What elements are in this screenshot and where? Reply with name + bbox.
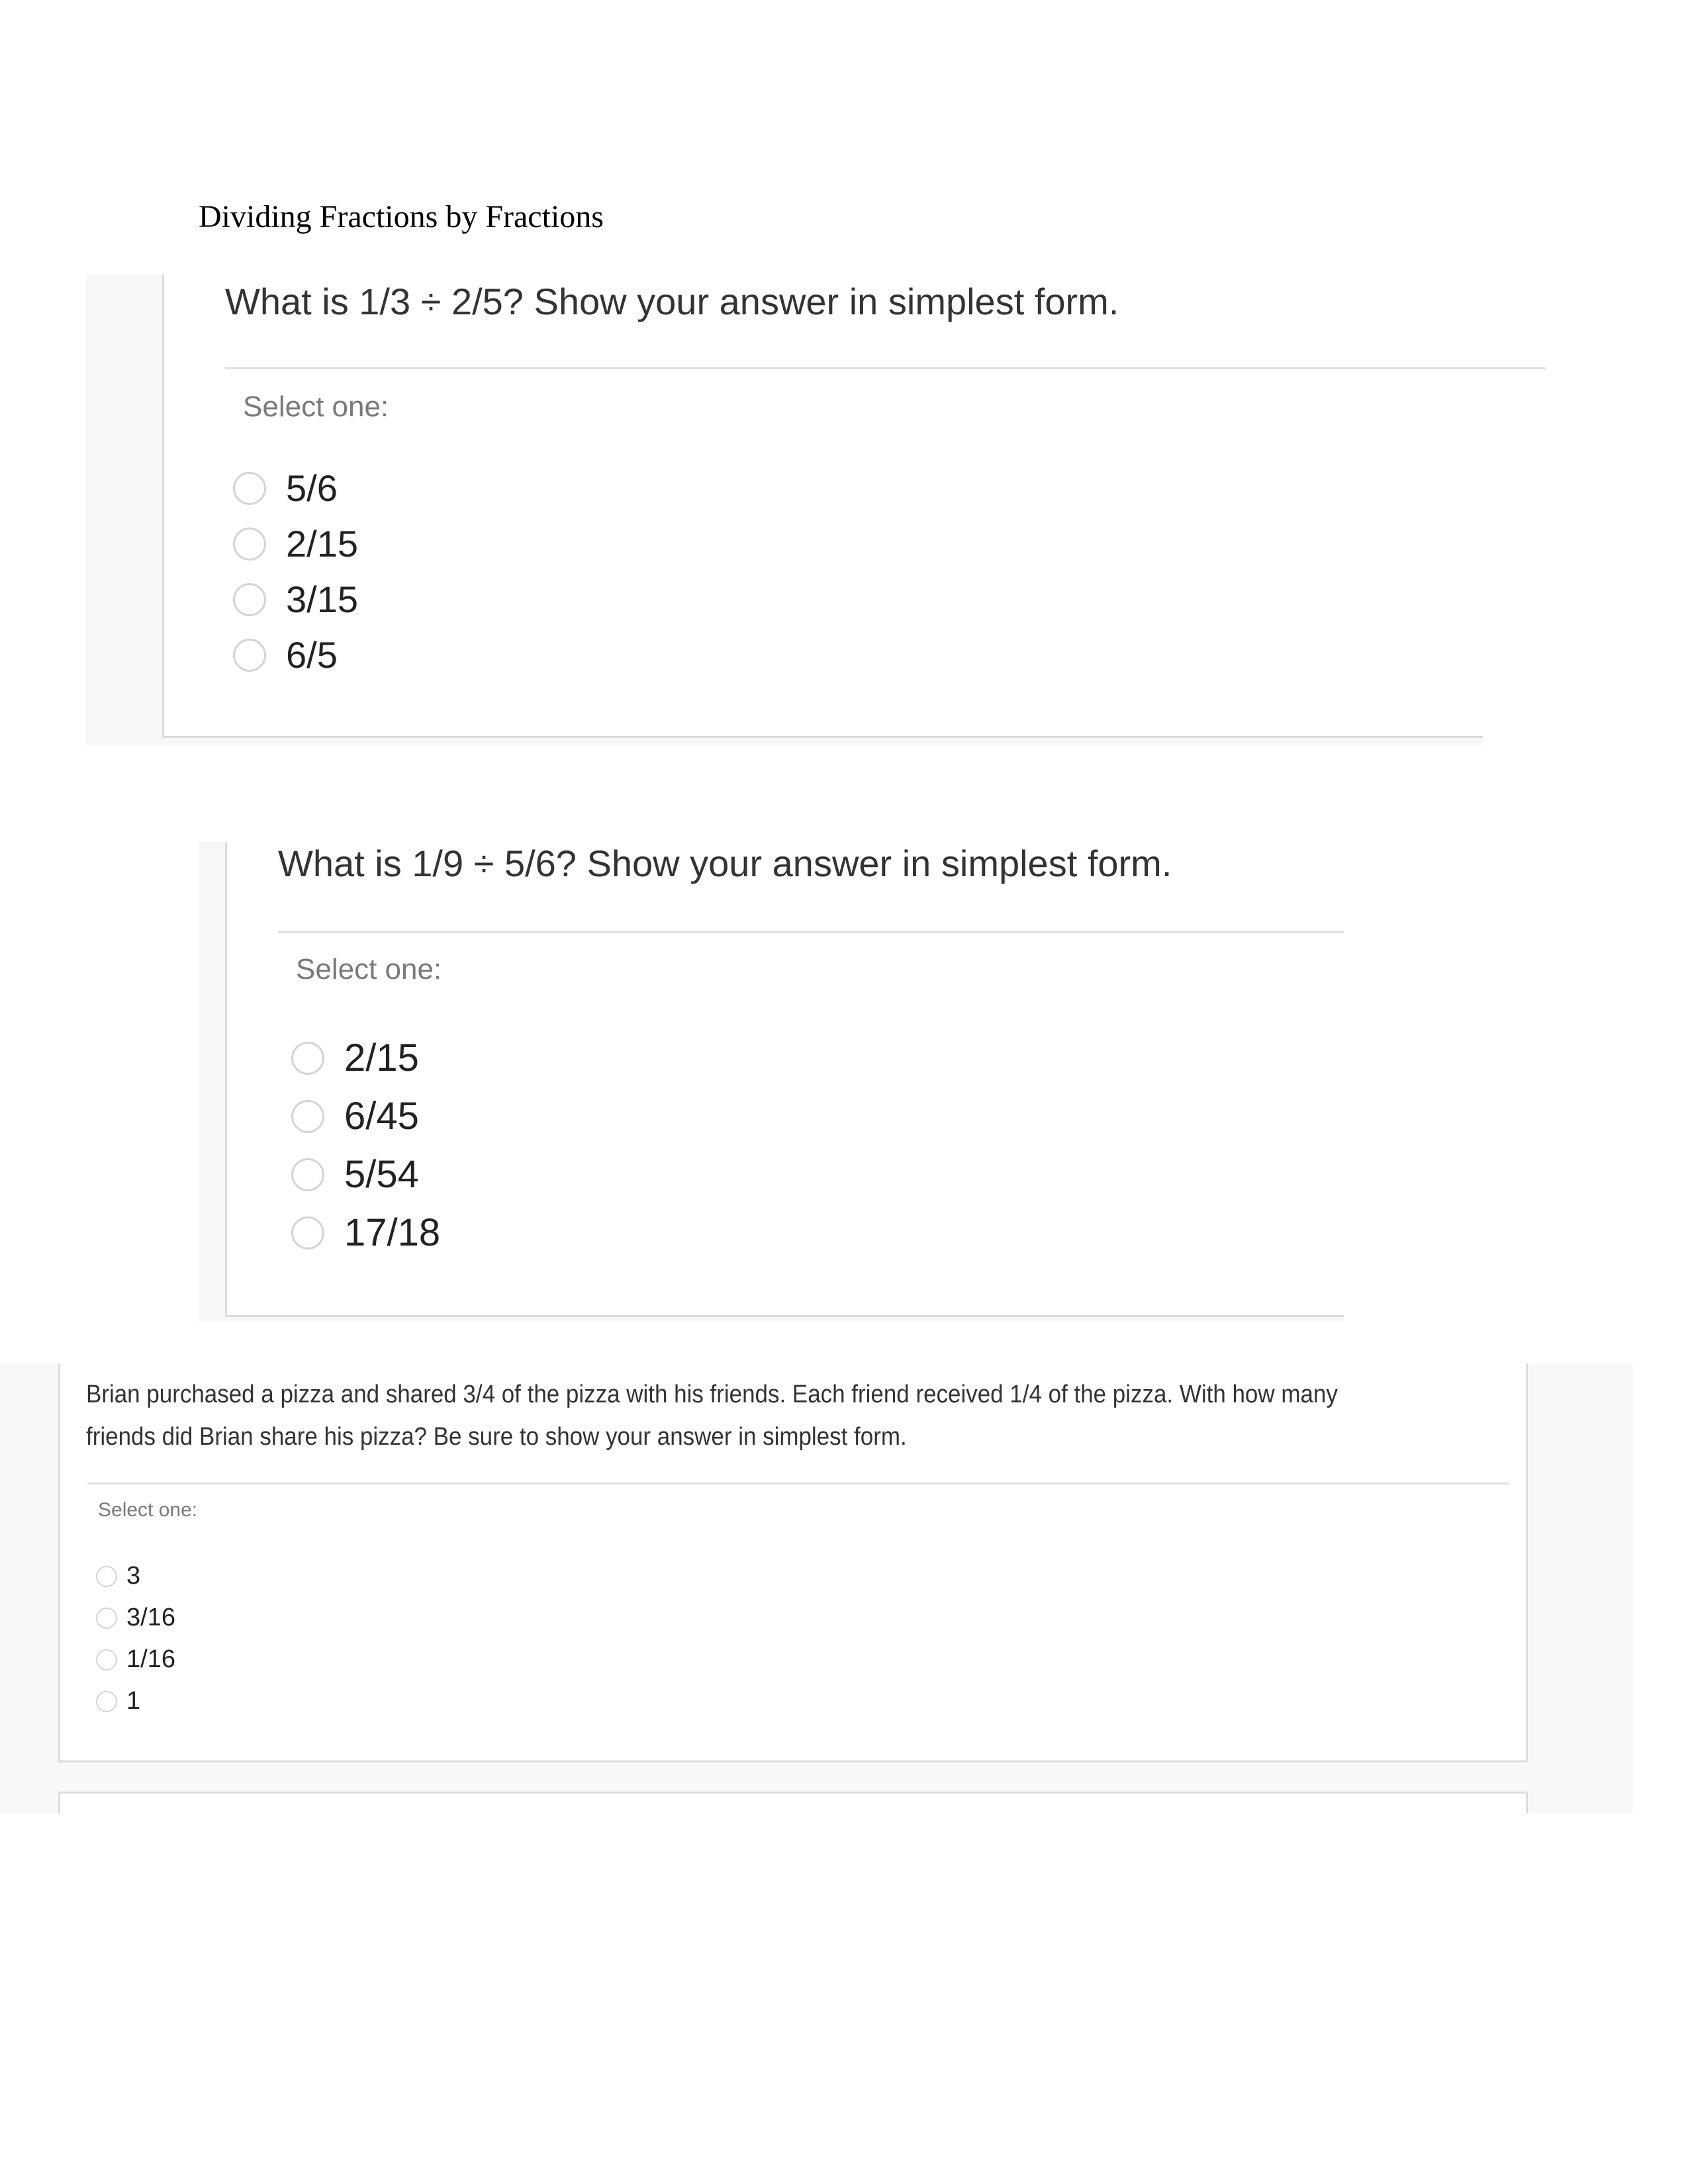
- question-3-divider: [87, 1482, 1509, 1484]
- question-2-option-3[interactable]: [291, 1152, 419, 1197]
- question-1-option-4[interactable]: [233, 633, 338, 676]
- option-label: 3: [126, 1562, 141, 1590]
- radio-button-icon[interactable]: [233, 472, 266, 505]
- question-3-option-2[interactable]: [96, 1604, 175, 1632]
- question-3-select-prompt: Select one:: [98, 1499, 198, 1521]
- radio-button-icon[interactable]: [233, 527, 266, 561]
- question-2-option-4[interactable]: [291, 1210, 440, 1255]
- question-1-select-prompt: Select one:: [243, 390, 389, 423]
- radio-button-icon[interactable]: [291, 1100, 324, 1133]
- option-label: 1: [126, 1687, 141, 1715]
- question-2-screenshot: [199, 842, 1344, 1322]
- question-3-screenshot: [0, 1363, 1633, 1813]
- question-1-option-1[interactable]: [233, 467, 338, 510]
- question-1-card: [162, 275, 1483, 738]
- option-label: 1/16: [126, 1645, 175, 1673]
- radio-button-icon[interactable]: [291, 1042, 324, 1075]
- question-3-option-1[interactable]: [96, 1562, 140, 1590]
- question-2-select-prompt: Select one:: [296, 953, 442, 985]
- radio-button-icon[interactable]: [291, 1216, 324, 1250]
- option-label: 17/18: [344, 1211, 441, 1254]
- option-label: 5/6: [286, 467, 338, 509]
- document-title: Dividing Fractions by Fractions: [199, 199, 604, 234]
- next-question-card-edge: [58, 1792, 1528, 1813]
- question-1-screenshot: [86, 275, 1483, 746]
- radio-button-icon[interactable]: [96, 1608, 117, 1629]
- question-3-option-4[interactable]: [96, 1687, 140, 1715]
- question-1-divider: [225, 367, 1546, 369]
- option-label: 5/54: [344, 1153, 419, 1196]
- radio-button-icon[interactable]: [233, 639, 266, 672]
- question-2-divider: [278, 931, 1344, 933]
- radio-button-icon[interactable]: [96, 1649, 117, 1670]
- radio-button-icon[interactable]: [233, 583, 266, 616]
- question-1-option-3[interactable]: [233, 578, 358, 621]
- option-label: 2/15: [344, 1036, 419, 1079]
- question-2-text: What is 1/9 ÷ 5/6? Show your answer in simplest form.: [278, 842, 1172, 884]
- question-2-option-1[interactable]: [291, 1036, 419, 1080]
- option-label: 6/45: [344, 1095, 419, 1138]
- radio-button-icon[interactable]: [96, 1691, 117, 1712]
- question-2-option-2[interactable]: [291, 1094, 419, 1138]
- option-label: 3/16: [126, 1604, 175, 1631]
- option-label: 2/15: [286, 523, 358, 565]
- question-3-option-3[interactable]: [96, 1645, 175, 1674]
- radio-button-icon[interactable]: [96, 1566, 117, 1587]
- question-1-option-2[interactable]: [233, 522, 358, 565]
- question-3-text: Brian purchased a pizza and shared 3/4 of the pizza with his friends. Each friend received 1/4 of the pizza. With how many friends did Brian share his pizza? Be sure to show your answer in simplest form.: [86, 1381, 1338, 1451]
- option-label: 6/5: [286, 634, 338, 676]
- radio-button-icon[interactable]: [291, 1158, 324, 1191]
- question-1-text: What is 1/3 ÷ 2/5? Show your answer in simplest form.: [225, 281, 1119, 322]
- option-label: 3/15: [286, 578, 358, 620]
